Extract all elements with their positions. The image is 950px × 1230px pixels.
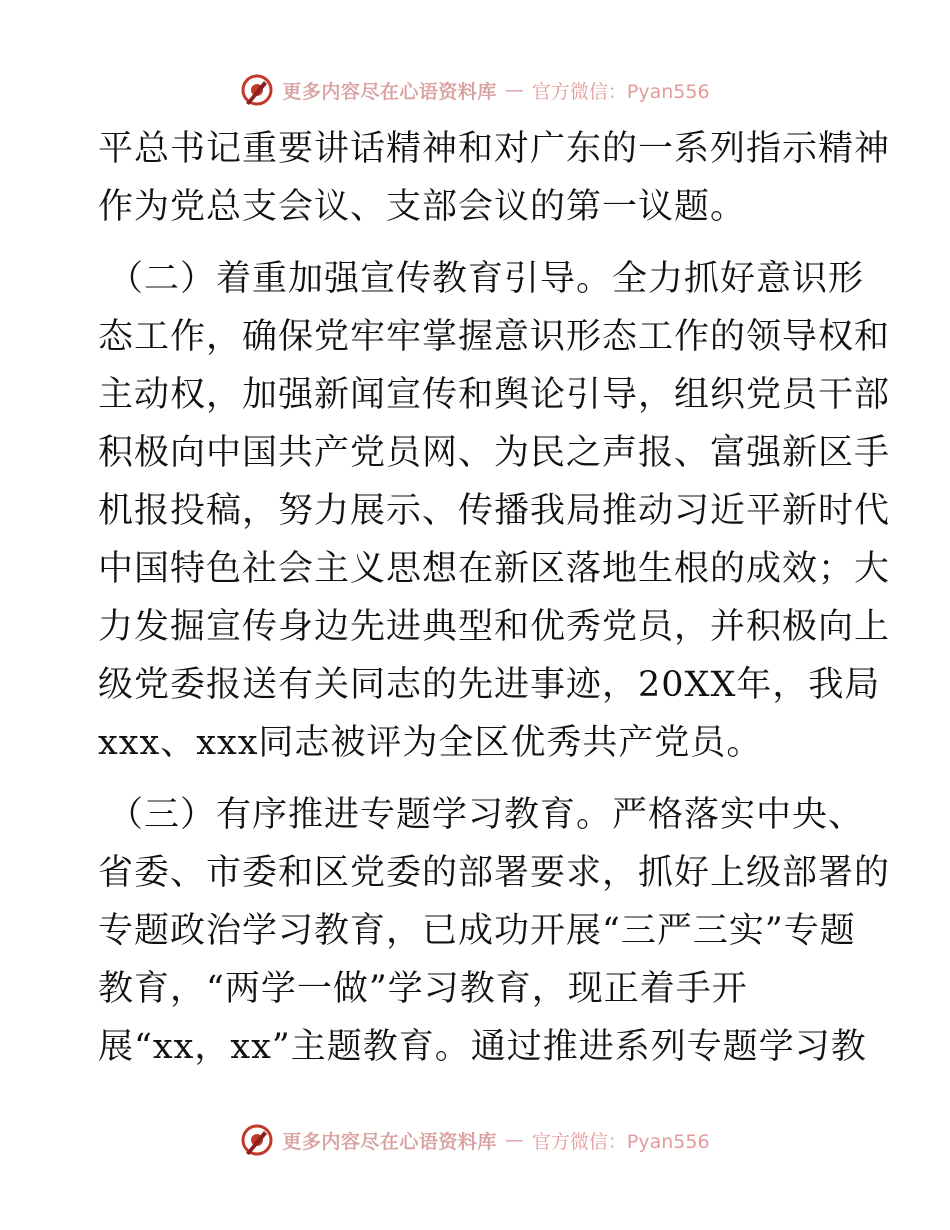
paragraph-1	[98, 120, 891, 236]
text-line: 力发掘宣传身边先进典型和优秀党员，并积极向上	[98, 607, 891, 647]
header-banner	[0, 70, 950, 110]
document-body	[98, 120, 891, 1076]
quill-logo-icon	[240, 73, 274, 107]
text-line: 中国特色社会主义思想在新区落地生根的成效；大	[98, 549, 891, 589]
paragraph-2	[98, 250, 891, 772]
text-line: （二）着重加强宣传教育引导。全力抓好意识形	[108, 259, 865, 299]
text-line: 展“xx，xx”主题教育。通过推进系列专题学习教	[98, 1027, 867, 1067]
banner-separator: —	[504, 79, 524, 101]
text-line: 积极向中国共产党员网、为民之声报、富强新区手	[98, 433, 891, 473]
quill-logo-icon	[240, 1123, 274, 1157]
text-line: 态工作，确保党牢牢掌握意识形态工作的领导权和	[98, 317, 891, 357]
text-line: 级党委报送有关同志的先进事迹，20XX年，我局	[98, 665, 881, 705]
text-line: 主动权，加强新闻宣传和舆论引导，组织党员干部	[98, 375, 891, 415]
text-line: 作为党总支会议、支部会议的第一议题。	[98, 187, 747, 227]
banner-separator: —	[504, 1129, 524, 1151]
text-line: 专题政治学习教育，已成功开展“三严三实”专题	[98, 911, 856, 951]
banner-wechat-text: 官方微信：Pyan556	[531, 1130, 710, 1153]
text-line: 省委、市委和区党委的部署要求，抓好上级部署的	[98, 853, 891, 893]
text-line: （三）有序推进专题学习教育。严格落实中央、	[108, 795, 865, 835]
footer-banner	[0, 1120, 950, 1160]
text-line: 平总书记重要讲话精神和对广东的一系列指示精神	[98, 129, 891, 169]
text-line: 教育，“两学一做”学习教育，现正着手开	[98, 969, 748, 1009]
text-line: 机报投稿，努力展示、传播我局推动习近平新时代	[98, 491, 891, 531]
text-line: xxx、xxx同志被评为全区优秀共产党员。	[98, 723, 763, 763]
banner-wechat-text: 官方微信：Pyan556	[531, 80, 710, 103]
banner-main-text: 更多内容尽在心语资料库	[282, 80, 497, 103]
banner-main-text: 更多内容尽在心语资料库	[282, 1130, 497, 1153]
paragraph-3	[98, 786, 891, 1076]
